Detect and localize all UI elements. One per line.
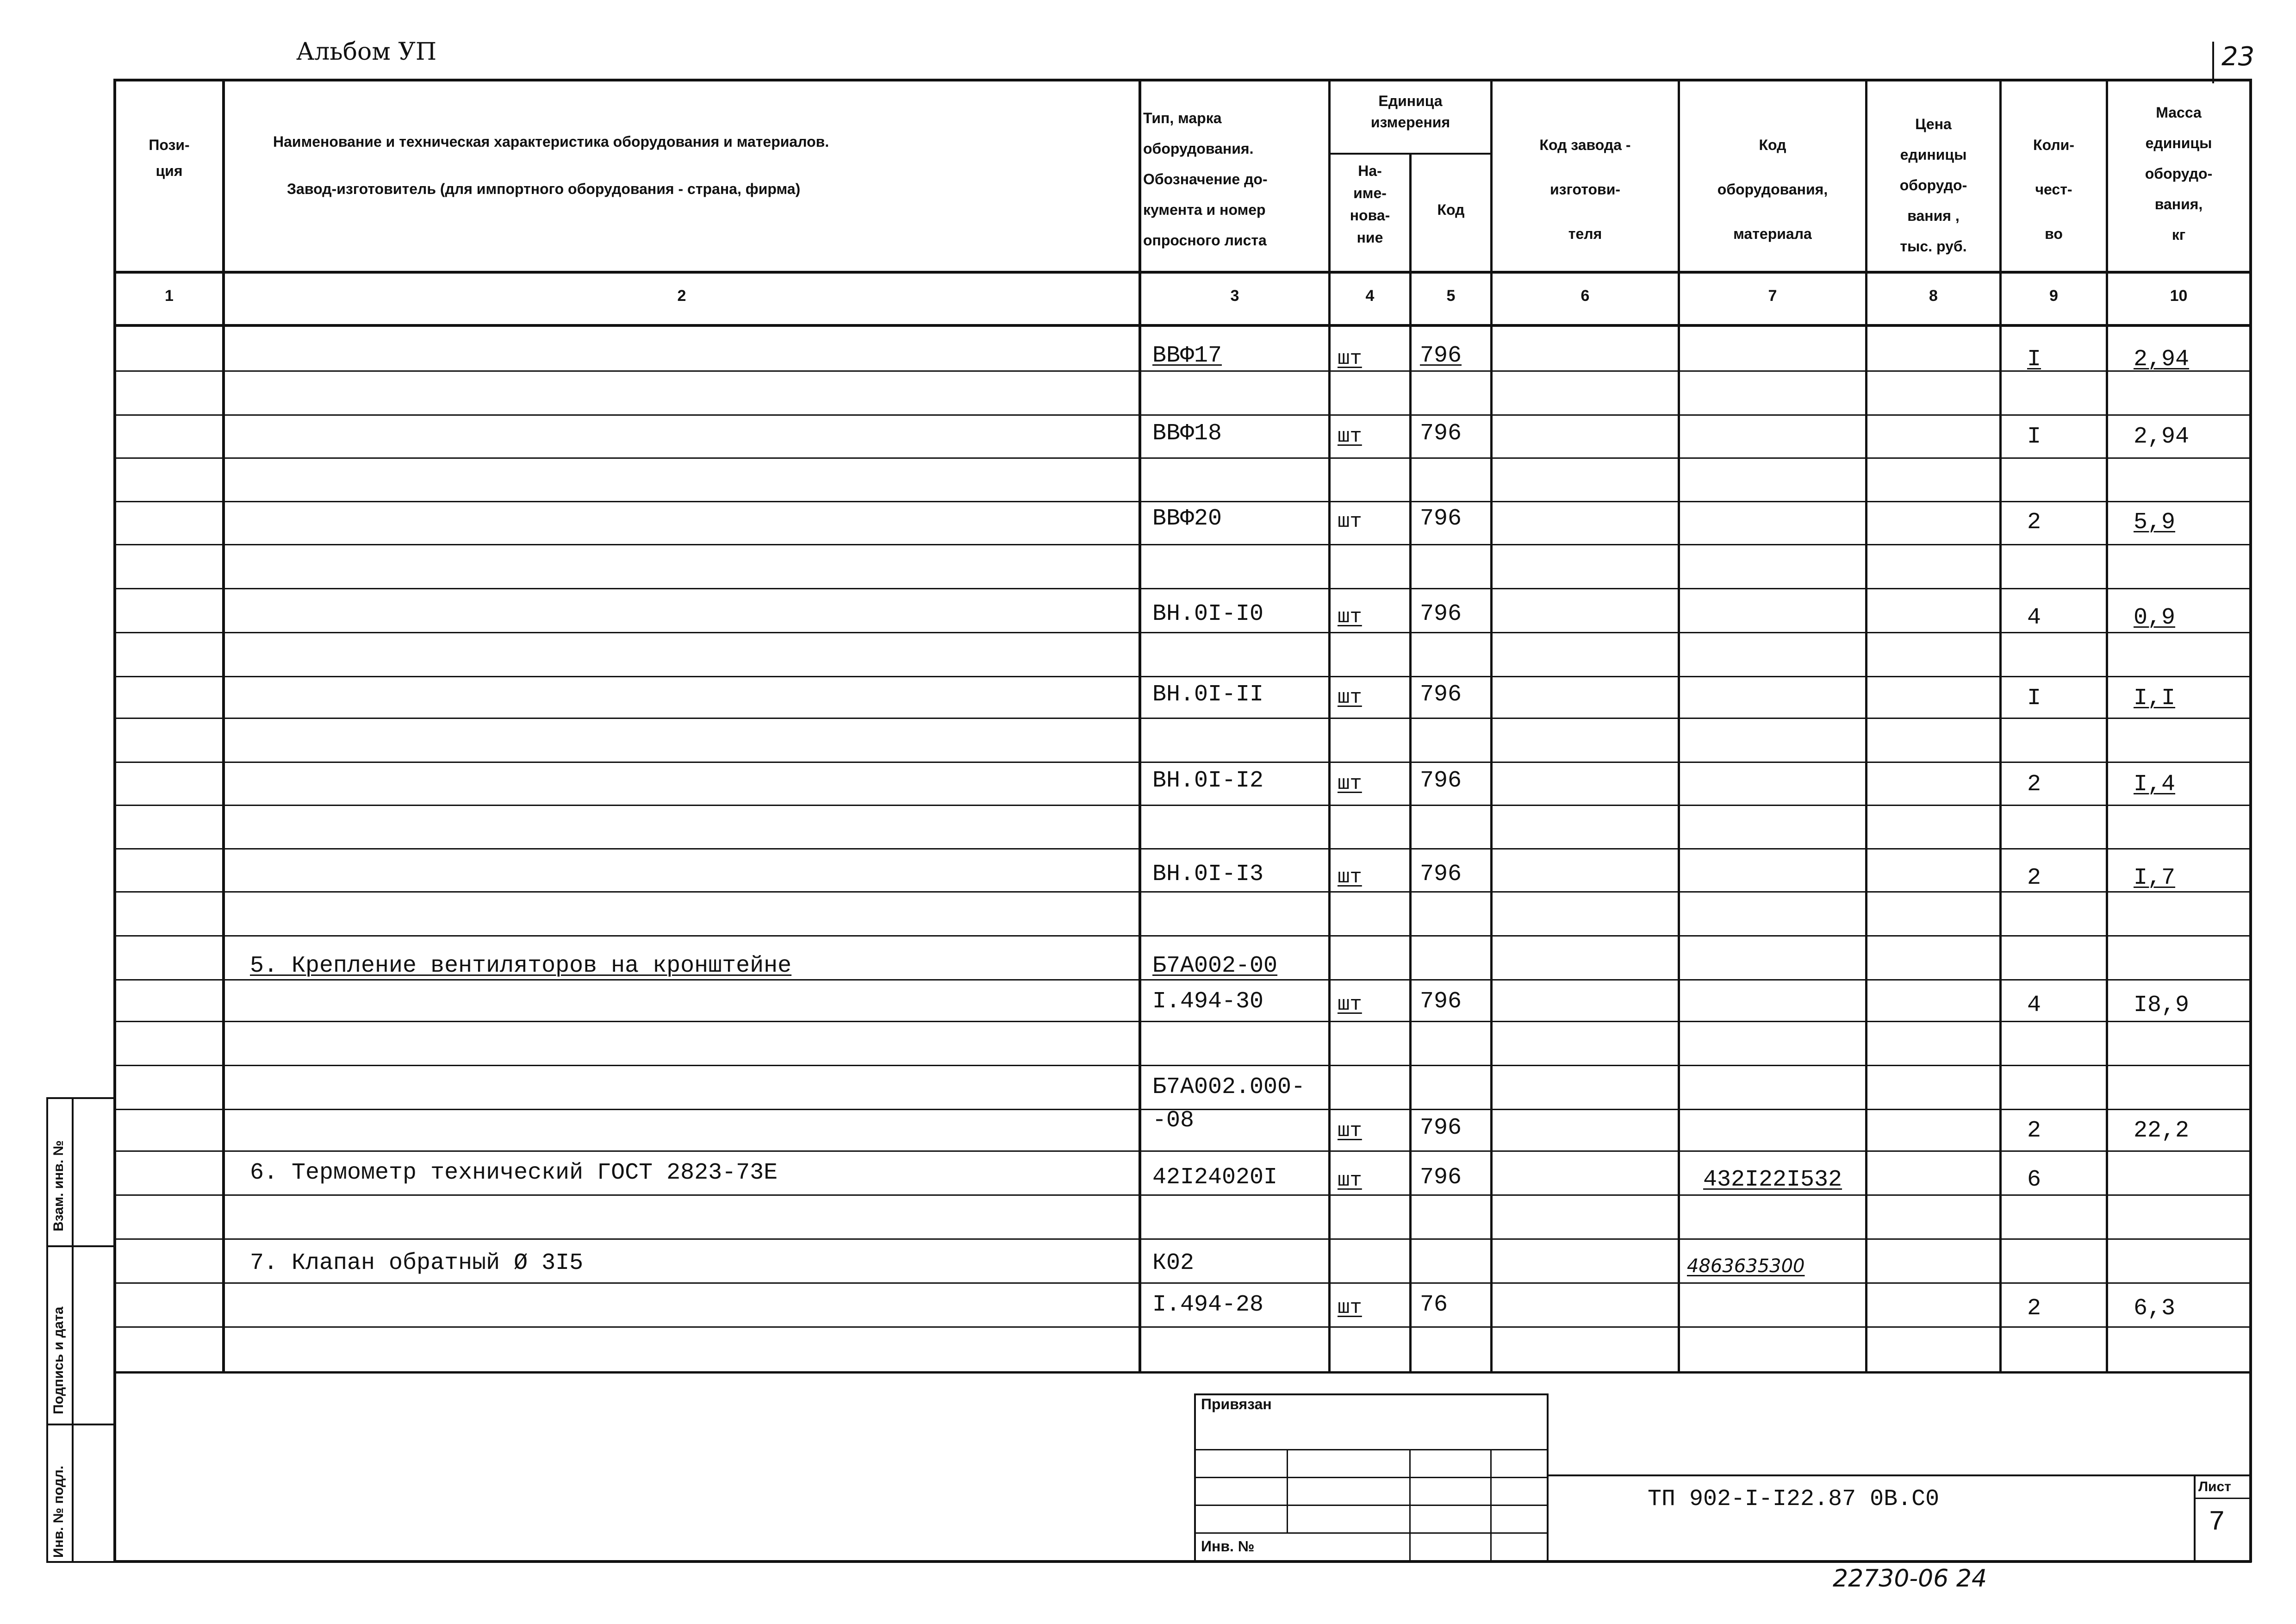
cell-mass: 5,9 xyxy=(2134,509,2176,536)
cell-type: ВН.0I-I0 xyxy=(1152,601,1264,627)
cell-type: ВВФ18 xyxy=(1152,420,1222,447)
cell-code: 796 xyxy=(1420,768,1462,794)
cell-qty: I xyxy=(2027,346,2041,373)
header-col4: На- име- нова- ние xyxy=(1350,162,1390,246)
cell-unit: шт xyxy=(1338,866,1362,889)
cell-type: ВВФ20 xyxy=(1152,506,1222,532)
header-col2-line2: Завод-изготовитель (для импортного оборудования - страна, фирма) xyxy=(287,181,801,197)
cell-mass: 2,94 xyxy=(2134,346,2190,373)
cell-mass: 2,94 xyxy=(2134,424,2190,450)
cell-unit: шт xyxy=(1338,510,1362,533)
cell-code: 796 xyxy=(1420,1115,1462,1141)
cell-mass: I,7 xyxy=(2134,865,2176,891)
cell-code: 796 xyxy=(1420,1164,1462,1191)
cell-equip-code: 4863635300 xyxy=(1687,1255,1805,1277)
column-number: 4 xyxy=(1365,287,1375,305)
side-label-replace: Взам. инв. № xyxy=(51,1140,66,1231)
cell-type: 42I24020I xyxy=(1152,1164,1278,1191)
header-col5: Код xyxy=(1437,201,1465,218)
column-number: 5 xyxy=(1446,287,1456,305)
column-number: 8 xyxy=(1929,287,1938,305)
cell-unit: шт xyxy=(1338,1119,1362,1143)
cell-mass: 22,2 xyxy=(2134,1118,2190,1144)
cell-code: 796 xyxy=(1420,681,1462,708)
cell-type: ВН.0I-I2 xyxy=(1152,768,1264,794)
cell-qty: 4 xyxy=(2027,605,2041,631)
cell-name: 6. Термометр технический ГОСТ 2823-73Е xyxy=(250,1160,778,1186)
cell-qty: 2 xyxy=(2027,1295,2041,1322)
cell-unit: шт xyxy=(1338,993,1362,1016)
cell-name: 7. Клапан обратный Ø 3I5 xyxy=(250,1250,584,1276)
cell-qty: I xyxy=(2027,424,2041,450)
cell-unit: шт xyxy=(1338,606,1362,629)
cell-qty: 2 xyxy=(2027,509,2041,536)
cell-mass: I,I xyxy=(2134,685,2176,712)
header-col9: Коли- чест- во xyxy=(2033,137,2074,242)
side-label-inventory: Инв. № подл. xyxy=(51,1465,66,1558)
cell-type: -08 xyxy=(1152,1107,1195,1134)
cell-type: Б7А002.000- xyxy=(1152,1074,1306,1100)
document-code: ТП 902-I-I22.87 0В.С0 xyxy=(1648,1486,1940,1512)
column-number: 3 xyxy=(1230,287,1239,305)
page-number-top: 23 xyxy=(2221,42,2255,72)
cell-qty: 2 xyxy=(2027,1118,2041,1144)
sheet-label: Лист xyxy=(2198,1479,2231,1494)
header-col7: Код оборудования, материала xyxy=(1717,137,1828,242)
column-number: 9 xyxy=(2049,287,2058,305)
cell-unit: шт xyxy=(1338,772,1362,795)
stamp-attached: Привязан xyxy=(1201,1396,1272,1412)
header-unit-group: Единица измерения xyxy=(1370,93,1450,131)
cell-code: 796 xyxy=(1420,343,1462,369)
cell-type: ВВФ17 xyxy=(1152,343,1222,369)
column-number: 2 xyxy=(677,287,686,305)
cell-qty: 6 xyxy=(2027,1167,2041,1193)
header-col6: Код завода - изготови- теля xyxy=(1539,137,1631,242)
cell-mass: 0,9 xyxy=(2134,605,2176,631)
column-number: 6 xyxy=(1580,287,1590,305)
cell-code: 796 xyxy=(1420,506,1462,532)
stamp-inv-no: Инв. № xyxy=(1201,1538,1255,1555)
cell-code: 796 xyxy=(1420,420,1462,447)
cell-unit: шт xyxy=(1338,1296,1362,1319)
cell-unit: шт xyxy=(1338,347,1362,370)
cell-type: I.494-30 xyxy=(1152,988,1264,1015)
cell-type: ВН.0I-I3 xyxy=(1152,861,1264,887)
cell-type: ВН.0I-II xyxy=(1152,681,1264,708)
side-label-signature: Подпись и дата xyxy=(51,1306,66,1414)
cell-code: 796 xyxy=(1420,861,1462,887)
header-col8: Цена единицы оборудо- вания , тыс. руб. xyxy=(1899,116,1967,255)
cell-qty: 2 xyxy=(2027,865,2041,891)
header-col1: Пози- ция xyxy=(149,137,190,179)
sheet-number: 7 xyxy=(2209,1507,2226,1538)
album-label: Альбом УП xyxy=(296,38,437,66)
cell-type: I.494-28 xyxy=(1152,1292,1264,1318)
cell-qty: 2 xyxy=(2027,771,2041,798)
cell-code: 76 xyxy=(1420,1292,1448,1318)
cell-code: 796 xyxy=(1420,988,1462,1015)
header-col3: Тип, марка оборудования. Обозначение до- кумента и номер опросного листа xyxy=(1143,110,1268,249)
cell-unit: шт xyxy=(1338,425,1362,448)
cell-name: 5. Крепление вентиляторов на кронштейне xyxy=(250,953,792,979)
header-col2-line1: Наименование и техническая характеристика оборудования и материалов. xyxy=(273,133,829,150)
cell-equip-code: 432I22I532 xyxy=(1703,1167,1842,1193)
cell-type: К02 xyxy=(1152,1250,1195,1276)
cell-type: Б7А002-00 xyxy=(1152,953,1278,979)
cell-unit: шт xyxy=(1338,686,1362,709)
cell-unit: шт xyxy=(1338,1169,1362,1192)
cell-mass: I,4 xyxy=(2134,771,2176,798)
cell-mass: I8,9 xyxy=(2134,992,2190,1018)
cell-mass: 6,3 xyxy=(2134,1295,2176,1322)
header-col10: Масса единицы оборудо- вания, кг xyxy=(2145,104,2213,243)
cell-qty: I xyxy=(2027,685,2041,712)
column-number: 7 xyxy=(1768,287,1777,305)
cell-code: 796 xyxy=(1420,601,1462,627)
column-number: 10 xyxy=(2170,287,2188,305)
footer-handwritten-number: 22730-06 24 xyxy=(1833,1565,1987,1593)
column-number: 1 xyxy=(165,287,174,305)
cell-qty: 4 xyxy=(2027,992,2041,1018)
